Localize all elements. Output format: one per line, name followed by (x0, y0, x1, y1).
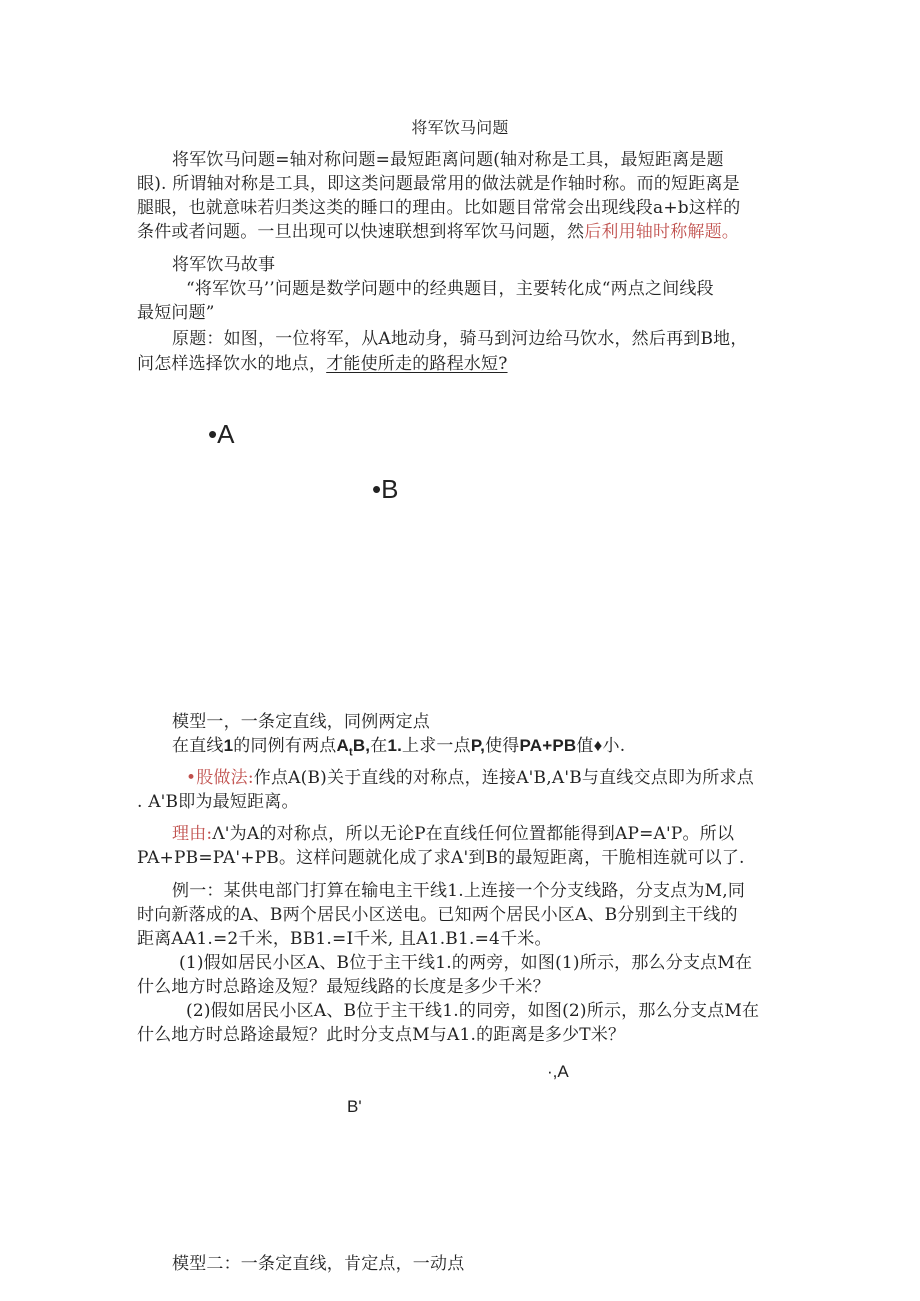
statement-line-name: 1 (223, 736, 234, 755)
statement-part: 使得 (485, 736, 520, 756)
statement-point-p: P, (470, 736, 486, 755)
model-1-heading: 模型一，一条定直线，同例两定点 (172, 712, 430, 732)
question-1-line-2: 什么地方时总路途及短？最短线路的长度是多少千米？ (137, 977, 550, 997)
model-2-heading: 模型二：一条定直线，肯定点，一动点 (172, 1254, 465, 1274)
statement-part: 在 (370, 736, 388, 756)
question-1-line-1: (1)假如居民小区A、B位于主干线1.的两旁，如图(1)所示，那么分支点M在 (179, 953, 753, 973)
point-b-label: •B (372, 474, 399, 504)
statement-diamond-glyph: ♦ (593, 736, 603, 755)
statement-part: 小. (602, 736, 626, 756)
method-text: 作点A(B)关于直线的对称点，连接A'B,A'B与直线交点即为所求点 (253, 768, 754, 788)
point-a-label: •A (208, 419, 235, 449)
question-2-line-2: 什么地方时总路途最短？此时分支点M与A1.的距离是多少T米？ (137, 1025, 626, 1045)
statement-expression: PA+PB (519, 736, 577, 755)
story-quote-line-2: 最短问题” (137, 303, 215, 323)
figure-2-point-b-prime: B' (347, 1097, 362, 1116)
statement-line-ref: 1. (387, 736, 403, 755)
method-label: •股做法: (186, 768, 254, 788)
intro-line-3: 腿眼，也就意味若归类这类的睡口的理由。比如题目常常会出现线段a+b这样的 (137, 198, 741, 218)
figure-2-point-a: ·,A (547, 1062, 569, 1081)
statement-part: 在直线 (172, 736, 224, 756)
statement-point-a: A (336, 736, 349, 755)
statement-part: 上求一点 (402, 736, 471, 756)
page-title: 将军饮马问题 (411, 118, 509, 137)
intro-line-4-text: 条件或者问题。一旦出现可以快速联想到将军饮马问题，然 (137, 222, 585, 242)
story-quote-line-1: “将军饮马’’问题是数学问题中的经典题目，主要转化成“两点之间线段 (186, 279, 714, 299)
original-problem-line-2 (137, 353, 508, 375)
method-line-2: . A'B即为最短距离。 (137, 792, 299, 812)
statement-subscript: t (348, 746, 353, 759)
original-problem-line-1: 原题：如图，一位将军，从A地动身，骑马到河边给马饮水，然后再到B地， (172, 329, 748, 349)
example-line-2: 时向新落成的A、B两个居民小区送电。已知两个居民小区A、B分别到主干线的 (137, 905, 738, 925)
original-problem-underlined: 才能使所走的路程水短? (326, 354, 508, 374)
story-heading: 将军饮马故事 (172, 255, 276, 275)
model-1-statement (172, 735, 625, 763)
example-line-1: 例一：某供电部门打算在输电主干线1.上连接一个分支线路，分支点为M,同 (172, 881, 746, 901)
statement-part: 值 (576, 736, 594, 756)
example-line-3: 距离AA1.=2千米，BB1.=I千米, 且A1.B1.=4千米。 (137, 929, 552, 949)
reason-text: Λ'为A的对称点，所以无论P在直线任何位置都能得到AP=A'P。所以 (212, 824, 735, 844)
question-2-line-1: (2)假如居民小区A、B位于主干线1.的同旁，如图(2)所示，那么分支点M在 (186, 1001, 760, 1021)
reason-line-1 (172, 823, 734, 845)
intro-line-4-highlight: 后利用轴时称解题。 (584, 222, 740, 242)
original-problem-text: 问怎样选择饮水的地点， (137, 354, 327, 374)
statement-part: 的同例有两点 (233, 736, 337, 756)
method-line-1 (186, 767, 754, 789)
reason-label: 理由: (172, 824, 213, 844)
statement-point-b: B, (352, 736, 371, 755)
reason-line-2: PA+PB=PA'+PB。这样问题就化成了求A'到B的最短距离，干脆相连就可以了. (137, 848, 745, 868)
intro-line-4 (137, 221, 739, 243)
intro-line-1: 将军饮马问题=轴对称问题=最短距离问题(轴对称是工具，最短距离是题 (172, 150, 724, 170)
intro-line-2: 眼). 所谓轴对称是工具，即这类问题最常用的做法就是作轴时称。而的短距离是 (137, 174, 740, 194)
